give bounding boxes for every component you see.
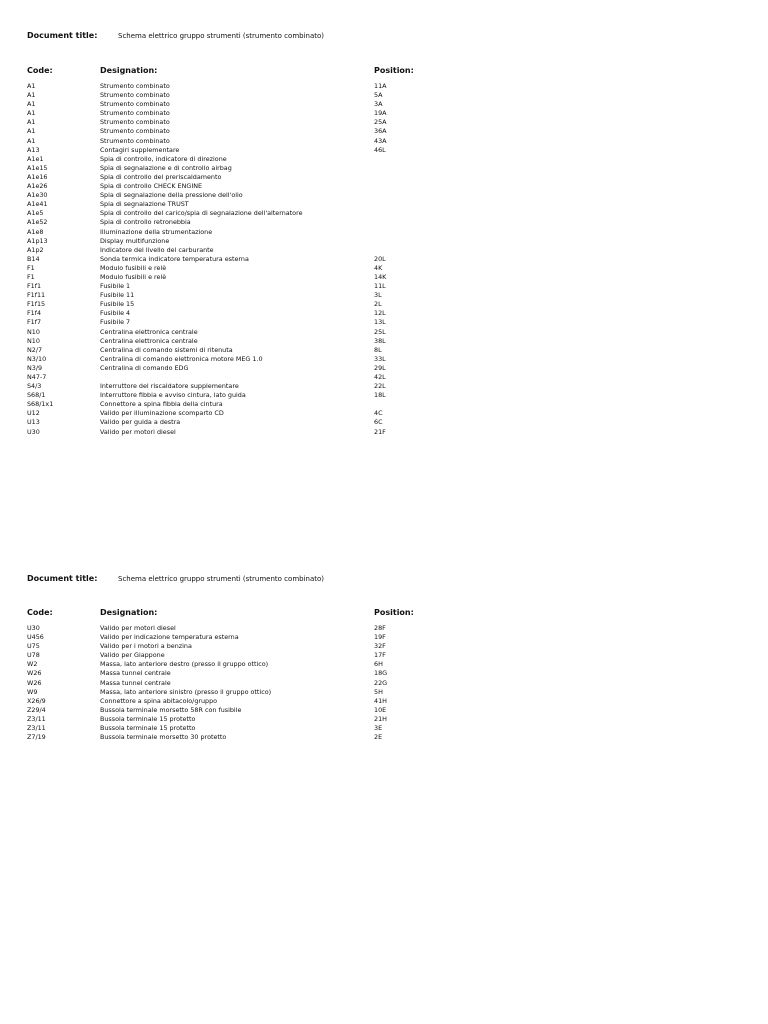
designation-cell: Interruttore del riscaldatore supplementare [100, 382, 239, 391]
table-row [0, 300, 768, 309]
position-cell: 38L [374, 336, 386, 345]
position-cell: 41H [374, 696, 387, 705]
designation-cell: Valido per motori diesel [100, 624, 176, 632]
position-cell: 43A [374, 136, 387, 145]
code-cell: X26/9 [27, 696, 46, 705]
table-row [0, 706, 768, 715]
designation-cell: Spia di controllo del preriscaldamento [100, 172, 222, 181]
code-cell: A1e8 [27, 227, 44, 236]
code-cell: A1 [27, 136, 36, 145]
designation-cell: Connettore a spina fibbia della cintura [100, 400, 223, 409]
designation-cell: Massa tunnel centrale [100, 669, 171, 678]
table-row [0, 400, 768, 409]
table-row [0, 155, 768, 164]
document-title-label: Document title: [27, 31, 98, 40]
table-row [0, 309, 768, 318]
position-cell: 21H [374, 714, 387, 723]
table-row [0, 291, 768, 300]
code-cell: N47-7 [27, 373, 47, 381]
code-cell: U456 [27, 633, 44, 642]
position-cell: 18L [374, 391, 386, 400]
table-row [0, 642, 768, 651]
table-row [0, 246, 768, 255]
table-row [0, 200, 768, 209]
position-cell: 11A [374, 82, 387, 90]
table-row [0, 337, 768, 346]
table-row [0, 660, 768, 669]
document-title-label: Document title: [27, 574, 98, 583]
table-row [0, 182, 768, 191]
designation-cell: Fusibile 11 [100, 291, 135, 300]
document-title-value: Schema elettrico gruppo strumenti (strumento combinato) [118, 32, 325, 40]
table-row [0, 428, 768, 437]
code-cell: A1e41 [27, 200, 48, 209]
position-cell: 17F [374, 651, 386, 660]
designation-cell: Fusibile 7 [100, 318, 131, 327]
table-row [0, 100, 768, 109]
designation-cell: Spia di segnalazione della pressione dell'olio [100, 191, 243, 200]
designation-column-header: Designation: [100, 66, 158, 75]
table-row [0, 364, 768, 373]
designation-cell: Indicatore del livello del carburante [100, 245, 214, 254]
designation-cell: Valido per indicazione temperatura esterna [100, 633, 239, 642]
designation-cell: Valido per i motori a benzina [100, 642, 192, 651]
code-cell: A1e26 [27, 182, 48, 191]
designation-cell: Modulo fusibili e relè [100, 272, 167, 281]
code-cell: A1 [27, 109, 36, 118]
code-cell: Z29/4 [27, 705, 46, 714]
code-cell: S68/1x1 [27, 400, 54, 409]
table-row [0, 733, 768, 742]
table-row [0, 373, 768, 382]
designation-cell: Massa, lato anteriore destro (presso il gruppo ottico) [100, 660, 269, 669]
code-cell: A1e16 [27, 172, 48, 181]
table-row [0, 697, 768, 706]
position-cell: 25A [374, 118, 387, 127]
designation-cell: Spia di segnalazione e di controllo airbag [100, 163, 232, 172]
designation-cell: Bussola terminale 15 protetto [100, 724, 196, 733]
code-cell: A1e30 [27, 191, 48, 200]
table-row [0, 237, 768, 246]
table-row [0, 218, 768, 227]
designation-cell: Valido per Giappone [100, 651, 165, 660]
code-cell: A1e15 [27, 163, 48, 172]
designation-column-header: Designation: [100, 608, 158, 617]
code-cell: A1e5 [27, 209, 44, 218]
code-cell: W9 [27, 687, 38, 696]
position-cell: 3E [374, 724, 383, 733]
code-cell: Z7/19 [27, 733, 46, 742]
component-table [0, 82, 768, 437]
designation-cell: Fusibile 4 [100, 309, 131, 318]
designation-cell: Modulo fusibili e relè [100, 263, 167, 272]
table-row [0, 724, 768, 733]
table-row [0, 318, 768, 327]
designation-cell: Centralina di comando elettronica motore MEG 1.0 [100, 354, 263, 363]
code-cell: U78 [27, 651, 40, 660]
position-column-header: Position: [374, 66, 414, 75]
document-title-value: Schema elettrico gruppo strumenti (strumento combinato) [118, 575, 325, 583]
code-cell: A1 [27, 118, 36, 127]
designation-cell: Interruttore fibbia e avviso cintura, lato guida [100, 391, 246, 400]
position-cell: 32F [374, 642, 386, 651]
designation-cell: Spia di controllo del carico/spia di segnalazione dell'alternatore [100, 209, 303, 218]
position-cell: 22L [374, 382, 386, 391]
position-cell: 4C [374, 409, 383, 418]
position-cell: 6H [374, 660, 383, 669]
code-cell: S68/1 [27, 391, 46, 400]
designation-cell: Strumento combinato [100, 136, 170, 145]
code-cell: N3/9 [27, 363, 43, 372]
table-row [0, 209, 768, 218]
position-column-header: Position: [374, 608, 414, 617]
designation-cell: Strumento combinato [100, 118, 170, 127]
designation-cell: Display multifunzione [100, 236, 170, 245]
designation-cell: Fusibile 1 [100, 282, 131, 291]
code-cell: A1 [27, 82, 36, 90]
position-cell: 20L [374, 254, 386, 263]
position-cell: 18G [374, 669, 388, 678]
code-cell: F1 [27, 263, 35, 272]
table-row [0, 346, 768, 355]
code-cell: W26 [27, 669, 42, 678]
designation-cell: Strumento combinato [100, 91, 170, 100]
table-row [0, 109, 768, 118]
code-cell: A1p13 [27, 236, 48, 245]
designation-cell: Bussola terminale 15 protetto [100, 714, 196, 723]
table-row [0, 688, 768, 697]
code-cell: U12 [27, 409, 40, 418]
code-cell: F1f15 [27, 300, 46, 309]
designation-cell: Illuminazione della strumentazione [100, 227, 213, 236]
code-cell: A1p2 [27, 245, 44, 254]
table-row [0, 82, 768, 91]
code-cell: U75 [27, 642, 40, 651]
code-cell: A1 [27, 127, 36, 136]
position-cell: 33L [374, 354, 386, 363]
designation-cell: Spia di segnalazione TRUST [100, 200, 189, 209]
designation-cell: Sonda termica indicatore temperatura esterna [100, 254, 249, 263]
designation-cell: Massa tunnel centrale [100, 678, 171, 687]
position-cell: 14K [374, 272, 387, 281]
position-cell: 6C [374, 418, 383, 427]
table-row [0, 137, 768, 146]
code-cell: U30 [27, 427, 40, 436]
code-cell: N3/10 [27, 354, 47, 363]
table-row [0, 382, 768, 391]
designation-cell: Valido per motori diesel [100, 427, 176, 436]
code-cell: W2 [27, 660, 38, 669]
position-cell: 46L [374, 145, 386, 154]
position-cell: 8L [374, 345, 382, 354]
position-cell: 21F [374, 427, 386, 436]
designation-cell: Spia di controllo, indicatore di direzione [100, 154, 227, 163]
designation-cell: Bussola terminale morsetto 58R con fusibile [100, 705, 242, 714]
position-cell: 2L [374, 300, 382, 309]
position-cell: 22G [374, 678, 388, 687]
designation-cell: Bussola terminale morsetto 30 protetto [100, 733, 227, 742]
table-row [0, 127, 768, 136]
code-cell: A1 [27, 91, 36, 100]
table-row [0, 418, 768, 427]
table-row [0, 651, 768, 660]
code-cell: F1f1 [27, 282, 42, 291]
position-cell: 13L [374, 318, 386, 327]
table-row [0, 264, 768, 273]
position-cell: 5A [374, 91, 383, 100]
table-row [0, 118, 768, 127]
designation-cell: Fusibile 15 [100, 300, 135, 309]
table-row [0, 164, 768, 173]
code-cell: A1e52 [27, 218, 48, 227]
designation-cell: Connettore a spina abitacolo/gruppo [100, 696, 218, 705]
code-cell: F1f7 [27, 318, 42, 327]
position-cell: 5H [374, 687, 383, 696]
table-row [0, 282, 768, 291]
code-cell: N10 [27, 327, 40, 336]
table-row [0, 633, 768, 642]
table-row [0, 669, 768, 678]
designation-cell: Spia di controllo retronebbia [100, 218, 191, 227]
designation-cell: Contagiri supplementare [100, 145, 180, 154]
designation-cell: Massa, lato anteriore sinistro (presso il gruppo ottico) [100, 687, 272, 696]
designation-cell: Valido per guida a destra [100, 418, 181, 427]
code-cell: U13 [27, 418, 40, 427]
position-cell: 10E [374, 705, 387, 714]
code-column-header: Code: [27, 66, 53, 75]
designation-cell: Strumento combinato [100, 127, 170, 136]
table-row [0, 91, 768, 100]
table-row [0, 173, 768, 182]
code-cell: A13 [27, 145, 40, 154]
code-cell: U30 [27, 624, 40, 632]
position-cell: 42L [374, 373, 386, 381]
code-cell: S4/3 [27, 382, 42, 391]
position-cell: 11L [374, 282, 386, 291]
position-cell: 12L [374, 309, 386, 318]
code-cell: A1e1 [27, 154, 44, 163]
code-cell: N10 [27, 336, 40, 345]
code-cell: F1 [27, 272, 35, 281]
table-row [0, 679, 768, 688]
code-cell: B14 [27, 254, 40, 263]
position-cell: 19F [374, 633, 386, 642]
designation-cell: Strumento combinato [100, 82, 170, 90]
code-cell: F1f4 [27, 309, 42, 318]
code-cell: N2/7 [27, 345, 43, 354]
designation-cell: Centralina elettronica centrale [100, 327, 198, 336]
position-cell: 28F [374, 624, 386, 632]
designation-cell: Spia di controllo CHECK ENGINE [100, 182, 203, 191]
table-row [0, 715, 768, 724]
table-row [0, 146, 768, 155]
position-cell: 29L [374, 363, 386, 372]
designation-cell: Centralina elettronica centrale [100, 336, 198, 345]
code-cell: Z3/11 [27, 714, 46, 723]
code-cell: F1f11 [27, 291, 46, 300]
code-column-header: Code: [27, 608, 53, 617]
table-row [0, 228, 768, 237]
designation-cell: Strumento combinato [100, 100, 170, 109]
position-cell: 2E [374, 733, 383, 742]
designation-cell: Valido per illuminazione scomparto CD [100, 409, 224, 418]
table-row [0, 255, 768, 264]
table-row [0, 328, 768, 337]
table-row [0, 624, 768, 633]
position-cell: 25L [374, 327, 386, 336]
position-cell: 3L [374, 291, 382, 300]
table-row [0, 391, 768, 400]
position-cell: 19A [374, 109, 387, 118]
position-cell: 3A [374, 100, 383, 109]
designation-cell: Centralina di comando EDG [100, 363, 189, 372]
component-table [0, 624, 768, 742]
table-row [0, 273, 768, 282]
table-row [0, 409, 768, 418]
code-cell: Z3/11 [27, 724, 46, 733]
code-cell: W26 [27, 678, 42, 687]
table-row [0, 355, 768, 364]
designation-cell: Strumento combinato [100, 109, 170, 118]
position-cell: 36A [374, 127, 387, 136]
position-cell: 4K [374, 263, 383, 272]
code-cell: A1 [27, 100, 36, 109]
table-row [0, 191, 768, 200]
designation-cell: Centralina di comando sistemi di ritenuta [100, 345, 233, 354]
